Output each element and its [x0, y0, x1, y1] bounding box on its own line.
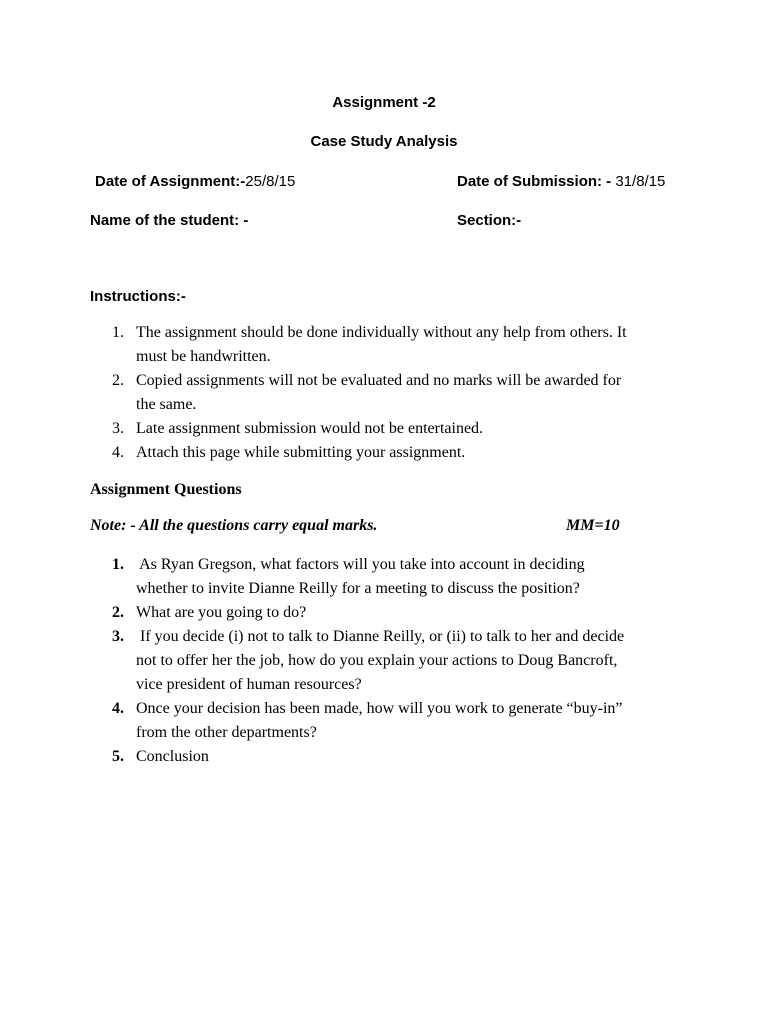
instructions-heading: Instructions:-	[90, 288, 186, 305]
instruction-item-text-line: the same.	[136, 396, 197, 413]
date-of-submission-label: Date of Submission: -	[457, 173, 612, 190]
date-of-assignment	[95, 173, 295, 190]
instruction-item-number: 4.	[112, 444, 124, 461]
instruction-item-text-line: must be handwritten.	[136, 348, 271, 365]
instruction-item	[90, 369, 690, 417]
instruction-item-text-line: The assignment should be done individually without any help from others. It	[136, 324, 627, 341]
section	[457, 212, 521, 229]
question-item	[90, 697, 690, 745]
instruction-item-text-line: Late assignment submission would not be entertained.	[136, 420, 484, 437]
instruction-item-text-line: Copied assignments will not be evaluated and no marks will be awarded for	[136, 372, 622, 389]
question-item	[90, 625, 690, 697]
student-name-label: Name of the student: -	[90, 212, 249, 229]
date-of-submission-value: 31/8/15	[611, 173, 666, 190]
instructions-list	[90, 321, 690, 465]
date-of-assignment-label: Date of Assignment:-	[95, 173, 246, 190]
question-item	[90, 553, 690, 601]
question-item-text-line: vice president of human resources?	[136, 676, 362, 693]
question-item	[90, 745, 690, 769]
section-label: Section:-	[457, 212, 522, 229]
question-item-text-line: Conclusion	[136, 748, 209, 765]
question-item-text-line: If you decide (i) not to talk to Dianne Reilly, or (ii) to talk to her and decide	[136, 628, 625, 645]
document-subtitle: Case Study Analysis	[310, 133, 458, 150]
question-item	[90, 601, 690, 625]
question-item-number: 3.	[112, 628, 124, 645]
questions-list	[90, 553, 690, 769]
question-item-number: 1.	[112, 556, 124, 573]
date-of-submission	[457, 173, 665, 190]
question-item-text-line: As Ryan Gregson, what factors will you take into account in deciding	[136, 556, 585, 573]
date-of-assignment-value: 25/8/15	[245, 173, 296, 190]
question-item-text-line: from the other departments?	[136, 724, 317, 741]
question-item-text-line: What are you going to do?	[136, 604, 307, 621]
question-item-text-line: Once your decision has been made, how will you work to generate “buy-in”	[136, 700, 623, 717]
instruction-item	[90, 321, 690, 369]
instruction-item-number: 3.	[112, 420, 124, 437]
question-item-text-line: whether to invite Dianne Reilly for a meeting to discuss the position?	[136, 580, 580, 597]
document-title: Assignment -2	[332, 94, 436, 111]
instruction-item-number: 2.	[112, 372, 124, 389]
question-item-number: 2.	[112, 604, 124, 621]
instruction-item	[90, 441, 690, 465]
question-item-text-line: not to offer her the job, how do you explain your actions to Doug Bancroft,	[136, 652, 618, 669]
max-marks: MM=10	[566, 517, 620, 534]
instruction-item	[90, 417, 690, 441]
question-item-number: 5.	[112, 748, 124, 765]
instruction-item-text-line: Attach this page while submitting your assignment.	[136, 444, 466, 461]
question-item-number: 4.	[112, 700, 124, 717]
questions-heading: Assignment Questions	[90, 481, 242, 498]
instruction-item-number: 1.	[112, 324, 124, 341]
marks-note: Note: - All the questions carry equal marks.	[90, 517, 378, 534]
student-name	[90, 212, 248, 229]
